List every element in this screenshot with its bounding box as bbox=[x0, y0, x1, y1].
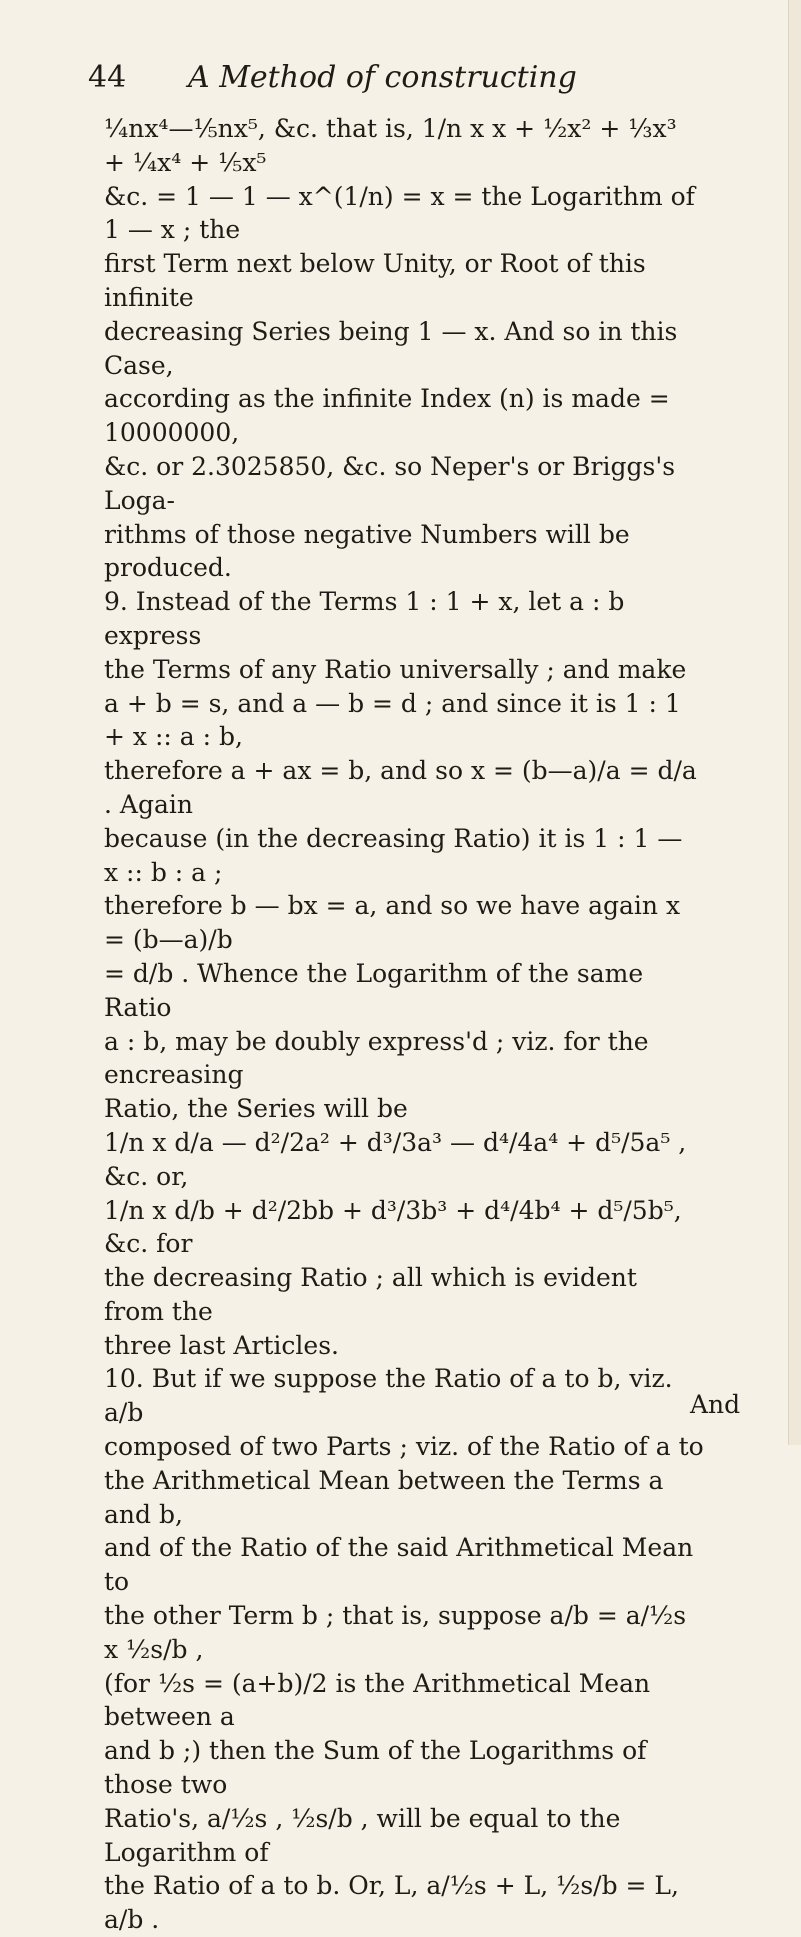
text-line: Ratio's, a/½s , ½s/b , will be equal to the Logarithm of bbox=[104, 1803, 621, 1867]
text-line: &c. or 2.3025850, &c. so Neper's or Briggs's Loga- bbox=[104, 451, 676, 515]
text-line: the decreasing Ratio ; all which is evident from the bbox=[104, 1263, 637, 1326]
page-header bbox=[88, 60, 748, 100]
text-line: therefore b — bx = a, and so we have again x = (b—a)/b bbox=[104, 891, 681, 955]
running-title: A Method of constructing bbox=[188, 60, 577, 95]
text-line: and b ;) then the Sum of the Logarithms of those two bbox=[104, 1736, 647, 1800]
text-line: the Ratio of a to b. Or, L, a/½s + L, ½s/b = L, a/b . bbox=[104, 1871, 679, 1935]
text-line: = d/b . Whence the Logarithm of the same Ratio bbox=[104, 958, 644, 1022]
text-line: a : b, may be doubly express'd ; viz. for the encreasing bbox=[104, 1026, 649, 1090]
text-line: a + b = s, and a — b = d ; and since it is 1 : 1 + x :: a : b, bbox=[104, 688, 681, 752]
text-line: ¼nx⁴—⅕nx⁵, &c. that is, 1/n x x + ½x² + ⅓x³ + ¼x⁴ + ⅕x⁵ bbox=[104, 114, 677, 177]
text-line: first Term next below Unity, or Root of this infinite bbox=[104, 249, 646, 312]
text-line: the Terms of any Ratio universally ; and make bbox=[104, 654, 687, 684]
text-line: Ratio, the Series will be bbox=[104, 1094, 408, 1124]
text-line: 1/n x d/b + d²/2bb + d³/3b³ + d⁴/4b⁴ + d⁵/5b⁵, &c. for bbox=[104, 1195, 682, 1259]
text-line: and of the Ratio of the said Arithmetical Mean to bbox=[104, 1533, 694, 1597]
text-line: &c. = 1 — 1 — x^(1/n) = x = the Logarithm of 1 — x ; the bbox=[104, 181, 695, 245]
text-line: according as the infinite Index (n) is made = 10000000, bbox=[104, 384, 670, 448]
page-edge bbox=[788, 0, 801, 1445]
text-line: (for ½s = (a+b)/2 is the Arithmetical Mean between a bbox=[104, 1668, 651, 1732]
text-line: 9. Instead of the Terms 1 : 1 + x, let a : b express bbox=[104, 587, 625, 650]
text-line: because (in the decreasing Ratio) it is 1 : 1 — x :: b : a ; bbox=[104, 823, 683, 887]
text-line: 10. But if we suppose the Ratio of a to b, viz. a/b bbox=[104, 1364, 673, 1428]
text-line: therefore a + ax = b, and so x = (b—a)/a = d/a . Again bbox=[104, 756, 697, 819]
text-line: the other Term b ; that is, suppose a/b = a/½s x ½s/b , bbox=[104, 1601, 687, 1664]
body-text bbox=[104, 112, 704, 1937]
catchword: And bbox=[690, 1390, 741, 1419]
text-line: rithms of those negative Numbers will be produced. bbox=[104, 519, 630, 583]
text-line: composed of two Parts ; viz. of the Ratio of a to bbox=[104, 1432, 704, 1462]
text-line: the Arithmetical Mean between the Terms a and b, bbox=[104, 1465, 664, 1529]
text-line: decreasing Series being 1 — x. And so in this Case, bbox=[104, 316, 678, 380]
text-line: 1/n x d/a — d²/2a² + d³/3a³ — d⁴/4a⁴ + d⁵/5a⁵ , &c. or, bbox=[104, 1127, 687, 1191]
text-line: three last Articles. bbox=[104, 1330, 339, 1360]
page-number: 44 bbox=[88, 60, 127, 95]
